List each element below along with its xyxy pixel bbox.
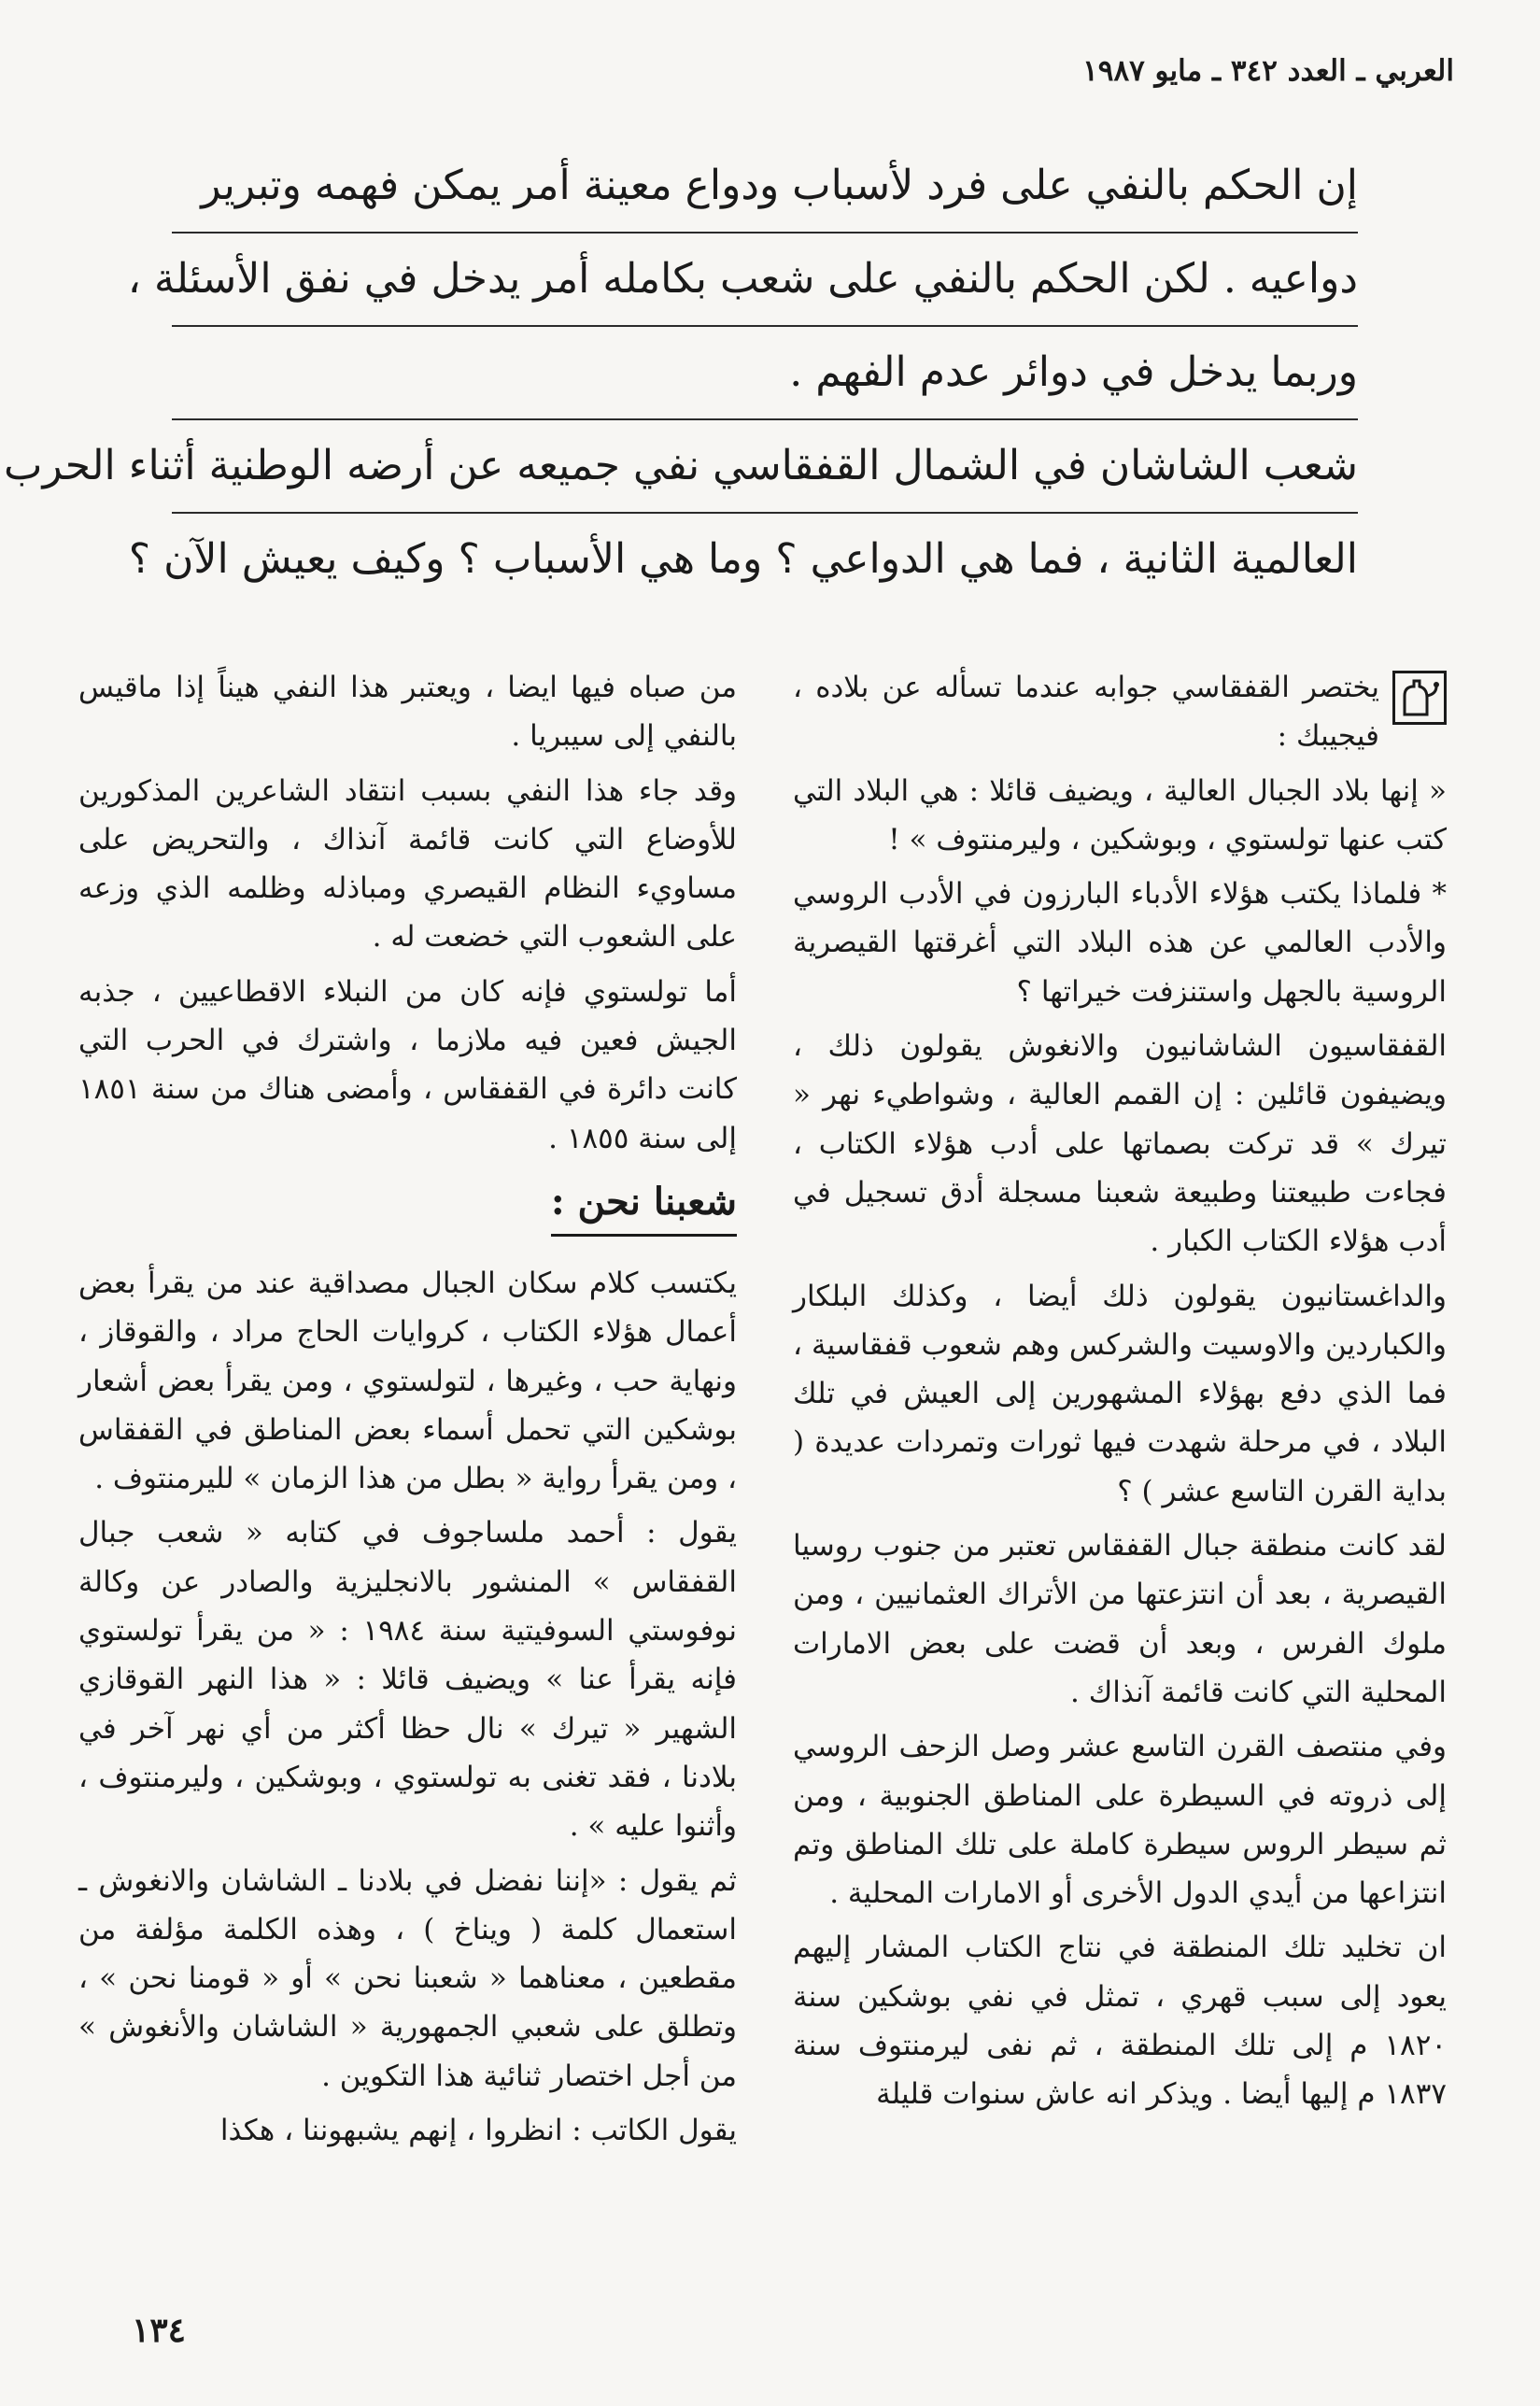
intro-line: العالمية الثانية ، فما هي الدواعي ؟ وما هي الأسباب ؟ وكيف يعيش الآن ؟ bbox=[128, 535, 1358, 583]
paragraph: « إنها بلاد الجبال العالية ، ويضيف قائلا : هي البلاد التي كتب عنها تولستوي ، وبوشكين ، وليرمنتوف » ! bbox=[793, 773, 1447, 856]
page-number: ١٣٤ bbox=[131, 2311, 186, 2350]
section-subheading bbox=[78, 1174, 737, 1237]
intro-line: وربما يدخل في دوائر عدم الفهم . bbox=[172, 327, 1358, 420]
intro-box bbox=[4, 140, 1358, 605]
running-head: العربي ـ العدد ٣٤٢ ـ مايو ١٩٨٧ bbox=[1082, 54, 1454, 88]
paragraph: لقد كانت منطقة جبال القفقاس تعتبر من جنوب روسيا القيصرية ، بعد أن انتزعتها من الأتراك العثمانيين ، ومن ملوك الفرس ، وبعد أن قضت على بعض الامارات المحلية التي كانت قائمة آنذاك . bbox=[793, 1529, 1447, 1709]
subheading-text: شعبنا نحن : bbox=[551, 1174, 737, 1237]
paragraph: ثم يقول : «إننا نفضل في بلادنا ـ الشاشان والانغوش ـ استعمال كلمة ( ويناخ ) ، وهذه الكلمة مؤلفة من مقطعين ، معناهما « شعبنا نحن » أو « قومنا نحن » ، وتطلق على شعبي الجمهورية « الشاشان والأنغوش » من أجل اختصار ثنائية هذا التكوين . bbox=[78, 1863, 737, 2093]
paragraph: يقول الكاتب : انظروا ، إنهم يشبهوننا ، هكذا bbox=[219, 2114, 737, 2148]
paragraph: * فلماذا يكتب هؤلاء الأدباء البارزون في الأدب الروسي والأدب العالمي عن هذه البلاد التي أغرقتها القيصرية الروسية بالجهل واستنزفت خيراتها ؟ bbox=[793, 877, 1447, 1009]
paragraph: وقد جاء هذا النفي بسبب انتقاد الشاعرين المذكورين للأوضاع التي كانت قائمة آنذاك ، والتحريض على مساويء النظام القيصري ومباذله وظلمه الذي وزعه على الشعوب التي خضعت له . bbox=[78, 773, 737, 955]
paragraph: وفي منتصف القرن التاسع عشر وصل الزحف الروسي إلى ذروته في السيطرة على المناطق الجنوبية ، ومن ثم سيطر الروس سيطرة كاملة على تلك المناطق وتم انتزاعها من أيدي الدول الأخرى أو الامارات المحلية . bbox=[793, 1730, 1447, 1911]
paragraph: والداغستانيون يقولون ذلك أيضا ، وكذلك البلكار والكباردين والاوسيت والشركس وهم شعوب قفقاسية ، فما الذي دفع بهؤلاء المشهورين إلى العيش في تلك البلاد ، في مرحلة شهدت فيها ثورات وتمردات عديدة ( بداية القرن التاسع عشر ) ؟ bbox=[793, 1279, 1447, 1508]
section-marker-icon bbox=[1392, 671, 1447, 725]
paragraph: يقول : أحمد ملساجوف في كتابه « شعب جبال القفقاس » المنشور بالانجليزية والصادر عن وكالة نوفوستي السوفيتية سنة ١٩٨٤ : « من يقرأ تولستوي فإنه يقرأ عنا » ويضيف قائلا : « هذا النهر القوقازي الشهير « تيرك » نال حظا أكثر من أي نهر آخر في بلادنا ، فقد تغنى به تولستوي ، وبوشكين ، وليرمنتوف ، وأثنوا عليه » . bbox=[78, 1516, 737, 1844]
paragraph: من صباه فيها ايضا ، ويعتبر هذا النفي هيناً إذا ماقيس بالنفي إلى سيبريا . bbox=[78, 671, 737, 754]
paragraph: ان تخليد تلك المنطقة في نتاج الكتاب المشار إليهم يعود إلى سبب قهري ، تمثل في نفي بوشكين سنة ١٨٢٠ م إلى تلك المنطقة ، ثم نفى ليرمنتوف سنة ١٨٣٧ م إليها أيضا . ويذكر انه عاش سنوات قليلة bbox=[793, 1931, 1447, 2112]
right-column bbox=[793, 663, 1447, 2119]
paragraph: يكتسب كلام سكان الجبال مصداقية عند من يقرأ بعض أعمال هؤلاء الكتاب ، كروايات الحاج مراد ، والقوقاز ، ونهاية حب ، وغيرها ، لتولستوي ، ومن يقرأ بعض أشعار بوشكين التي تحمل أسماء بعض المناطق في القفقاس ، ومن يقرأ رواية « بطل من هذا الزمان » لليرمنتوف . bbox=[78, 1266, 737, 1496]
intro-line: دواعيه . لكن الحكم بالنفي على شعب بكامله أمر يدخل في نفق الأسئلة ، bbox=[172, 234, 1358, 327]
paragraph: القفقاسيون الشاشانيون والانغوش يقولون ذلك ، ويضيفون قائلين : إن القمم العالية ، وشواطيء نهر « تيرك » قد تركت بصماتها على أدب هؤلاء الكتاب ، فجاءت طبيعتنا وطبيعة شعبنا مسجلة أدق تسجيل في أدب هؤلاء الكتاب الكبار . bbox=[793, 1029, 1447, 1259]
paragraph bbox=[793, 663, 1447, 761]
paragraph-text: يختصر القفقاسي جوابه عندما تسأله عن بلاده ، فيجيبك : bbox=[793, 671, 1379, 754]
paragraph: أما تولستوي فإنه كان من النبلاء الاقطاعيين ، جذبه الجيش فعين فيه ملازما ، واشترك في الحرب التي كانت دائرة في القفقاس ، وأمضى هناك من سنة ١٨٥١ إلى سنة ١٨٥٥ . bbox=[78, 974, 737, 1155]
intro-line: شعب الشاشان في الشمال القفقاسي نفي جميعه عن أرضه الوطنية أثناء الحرب bbox=[172, 420, 1358, 514]
left-column bbox=[78, 663, 737, 2155]
intro-line: إن الحكم بالنفي على فرد لأسباب ودواع معينة أمر يمكن فهمه وتبرير bbox=[172, 140, 1358, 234]
